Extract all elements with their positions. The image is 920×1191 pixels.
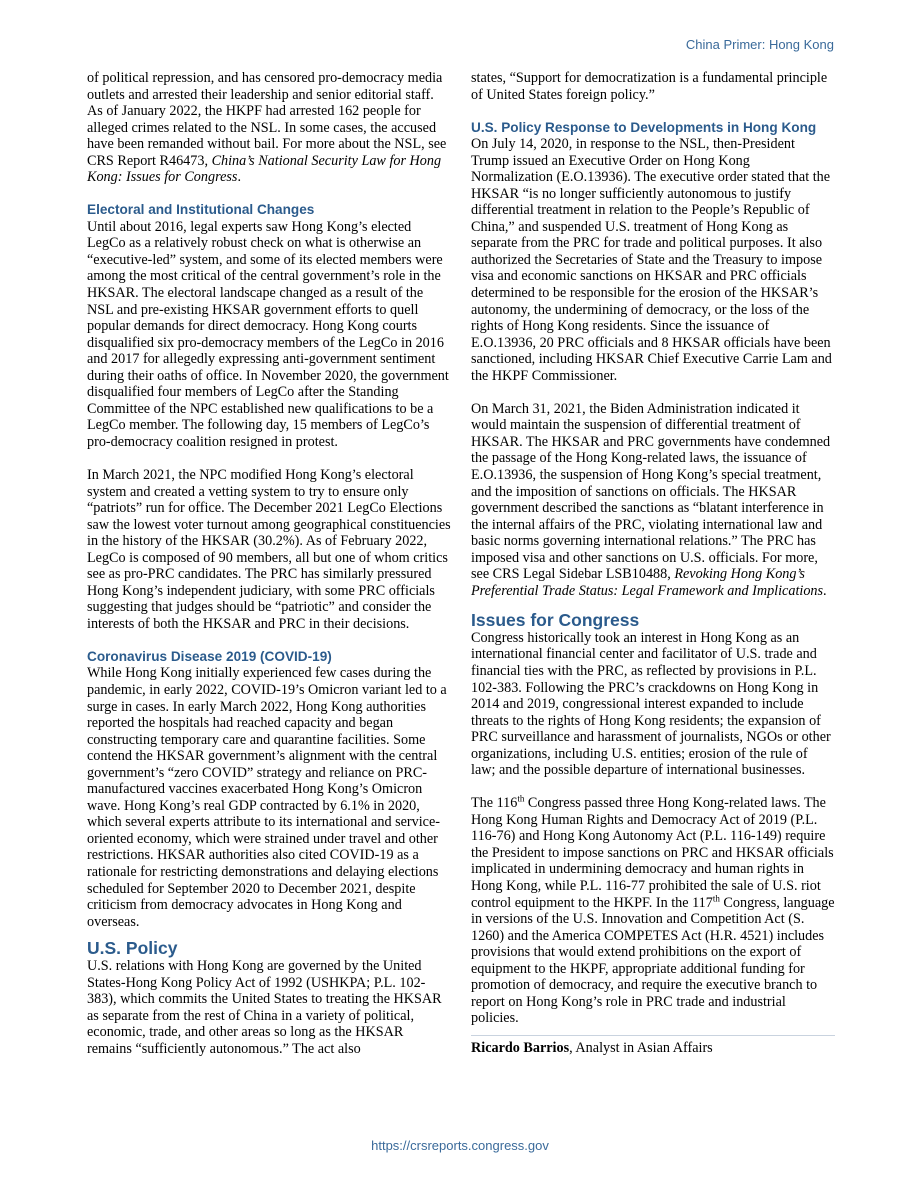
paragraph-electoral-system: In March 2021, the NPC modified Hong Kong’s electoral system and created a vetting system to try to ensure only “patriots” run for office. The December 2021 LegCo Elections saw the lowest voter turnout among geographical constituencies in the history of the HKSAR (30.2%). As of February 2022, LegCo is composed of 90 members, all but one of whom critics see as pro-PRC candidates. The PRC has similarly pressured Hong Kong’s independent judiciary, with some PRC officials suggesting that judges should be “patriotic” and consider the interests of both the HKSAR and PRC in their decisions.	[87, 466, 451, 632]
heading-us-policy: U.S. Policy	[87, 938, 178, 959]
paragraph-text: On March 31, 2021, the Biden Administration indicated it would maintain the suspension of differential treatment of HKSAR. The HKSAR and PRC governments have condemned the passage of the Hong Kong-related laws, the issuance of E.O.13936, the suspension of Hong Kong’s special treatment, and the imposition of sanctions on officials. The HKSAR government described the sanctions as “blatant interference in the internal affairs of the PRC, violating international law and basic norms governing international relations.” The PRC has imposed visa and other sanctions on U.S. officials. For more, see CRS Legal Sidebar LSB10488,	[471, 400, 831, 583]
author-title: , Analyst in Asian Affairs	[569, 1039, 713, 1056]
footer-link[interactable]: https://crsreports.congress.gov	[371, 1138, 549, 1153]
paragraph-executive-order: On July 14, 2020, in response to the NSL, then-President Trump issued an Executive Order on Hong Kong Normalization (E.O.13936). The executive order stated that the HKSAR “is no longer sufficiently autonomous to justify differential treatment in relation to the People’s Republic of China,” and suspended U.S. treatment of Hong Kong as separate from the PRC for trade and political purposes. It also authorized the Secretaries of State and the Treasury to impose visa and economic sanctions on HKSAR and PRC officials determined to be responsible for the erosion of the HKSAR’s autonomy, the undermining of democracy, or the loss of the rights of Hong Kong residents. Since the issuance of E.O.13936, 20 PRC officials and 8 HKSAR officials have been sanctioned, including HKSAR Chief Executive Carrie Lam and the HKPF Commissioner.	[471, 136, 832, 384]
paragraph-text: Congress passed three Hong Kong-related laws. The Hong Kong Human Rights and Democracy Act of 2019 (P.L. 116-76) and Hong Kong Autonomy Act (P.L. 116-149) require the President to impose sanctions on PRC and HKSAR officials implicated in undermining democracy and human rights in Hong Kong, while P.L. 116-77 prohibited the sale of U.S. riot control equipment to the HKPF. In the 117	[471, 795, 834, 911]
report-title: Revoking Hong Kong’s Preferential Trade Status: Legal Framework and Implications	[471, 566, 824, 599]
paragraph-text: .	[237, 169, 241, 186]
paragraph-biden-administration	[471, 401, 835, 600]
author-line	[471, 1035, 835, 1057]
paragraph-text: Congress, language in versions of the U.S. Innovation and Competition Act (S. 1260) and the America COMPETES Act (H.R. 4521) includes provisions that would extend prohibitions on the export of equipment to the HKPF, appropriate additional funding for promotion of democracy, and require the executive branch to report on Hong Kong’s role in PRC trade and industrial policies.	[471, 894, 835, 1027]
ordinal-superscript: th	[517, 793, 525, 804]
right-column	[471, 70, 835, 1056]
paragraph-electoral: Until about 2016, legal experts saw Hong Kong’s elected LegCo as a relatively robust check on what is otherwise an “executive-led” system, and some of its elected members were among the most critical of the central government’s role in the HKSAR. The electoral landscape changed as a result of the NSL and pre-existing HKSAR government efforts to quell popular demands for direct democracy. Hong Kong courts disqualified six pro-democracy members of the LegCo in 2016 and 2017 for allegedly expressing anti-government sentiment during their oaths of office. In November 2020, the government disqualified four members of LegCo after the Standing Committee of the NPC established new qualifications to be a LegCo member. The following day, 15 members of LegCo’s pro-democracy coalition resigned in protest.	[87, 218, 449, 450]
paragraph-us-policy: U.S. relations with Hong Kong are governed by the United States-Hong Kong Policy Act of 1992 (USHKPA; P.L. 102-383), which commits the United States to treating the HKSAR as separate from the rest of China in a variety of political, economic, trade, and other areas so long as the HKSAR remains “sufficiently autonomous.” The act also	[87, 958, 442, 1057]
paragraph-congress-laws	[471, 795, 835, 1027]
report-title: China’s National Security Law for Hong Kong: Issues for Congress	[87, 152, 442, 186]
author-name: Ricardo Barrios	[471, 1039, 570, 1056]
left-column	[87, 70, 451, 1074]
heading-policy-response: U.S. Policy Response to Developments in Hong Kong	[471, 119, 817, 135]
paragraph-nsl	[87, 70, 451, 186]
paragraph-text: .	[823, 582, 827, 599]
running-header: China Primer: Hong Kong	[685, 37, 834, 52]
paragraph-covid: While Hong Kong initially experienced few cases during the pandemic, in early 2022, COVID-19’s Omicron variant led to a surge in cases. In early March 2022, Hong Kong authorities reported the hospitals had reached capacity and began constructing temporary care and quarantine facilities. Some contend the HKSAR government’s alignment with the central government’s “zero COVID” strategy and reliance on PRC-manufactured vaccines exacerbated Hong Kong’s Omicron wave. Hong Kong’s real GDP contracted by 6.1% in 2020, which several experts attribute to its international and service-oriented economy, which were strained under travel and other restrictions. HKSAR authorities also cited COVID-19 as a rationale for restricting demonstrations and delaying elections scheduled for September 2020 to December 2021, despite criticism from democracy advocates in Hong Kong and overseas.	[87, 665, 447, 930]
heading-electoral-changes: Electoral and Institutional Changes	[87, 202, 315, 218]
heading-covid: Coronavirus Disease 2019 (COVID-19)	[87, 648, 332, 664]
paragraph-text: The 116	[471, 795, 518, 812]
ordinal-superscript: th	[712, 892, 720, 903]
paragraph-democratization: states, “Support for democratization is a fundamental principle of United States foreign policy.”	[471, 70, 828, 103]
paragraph-congress-interest: Congress historically took an interest in Hong Kong as an international financial center and facilitator of U.S. trade and financial ties with the PRC, as reflected by provisions in P.L. 102-383. Following the PRC’s crackdowns on Hong Kong in 2014 and 2019, congressional interest expanded to include threats to the rights of Hong Kong residents; the expansion of PRC surveillance and harassment of journalists, NGOs or other organizations, including U.S. entities; erosion of the rule of law; and the possible departure of international businesses.	[471, 629, 831, 779]
paragraph-text: of political repression, and has censored pro-democracy media outlets and arrested their leadership and senior editorial staff. As of January 2022, the HKPF had arrested 162 people for alleged crimes related to the NSL. In some cases, the accused have been remanded without bail. For more about the NSL, see CRS Report R46473,	[87, 70, 447, 169]
heading-issues-for-congress: Issues for Congress	[471, 609, 640, 630]
